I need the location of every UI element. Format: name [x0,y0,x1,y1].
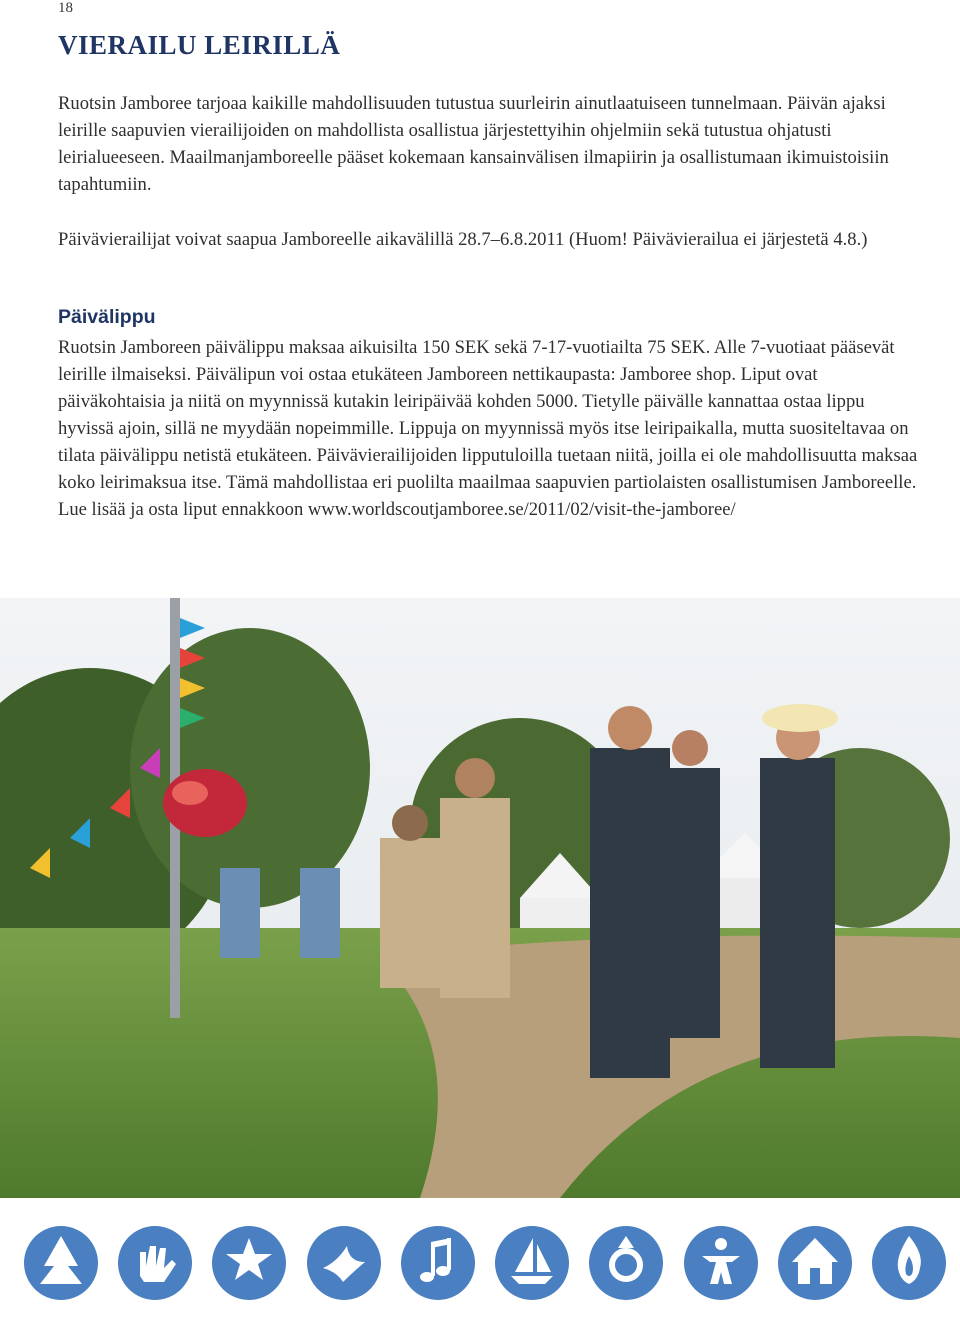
page-title: VIERAILU LEIRILLÄ [58,30,341,60]
scouts-photo [0,598,960,1198]
ring-badge [585,1222,667,1304]
bird-badge [303,1222,385,1304]
music-badge [397,1222,479,1304]
tree-badge [20,1222,102,1304]
hand-icon [114,1222,196,1304]
badge-strip [20,1222,950,1312]
dates-paragraph: Päivävierailijat voivat saapua Jamboreelle aikavälillä 28.7–6.8.2011 (Huom! Päivävierailua ei järjestetä 4.8.) [58,229,868,250]
house-icon [774,1222,856,1304]
hand-badge [114,1222,196,1304]
figure-badge [680,1222,762,1304]
ring-icon [585,1222,667,1304]
tree-icon [20,1222,102,1304]
figure-icon [680,1222,762,1304]
house-badge [774,1222,856,1304]
ticket-paragraph: Ruotsin Jamboreen päivälippu maksaa aikuisilta 150 SEK sekä 7-17-vuotiailta 75 SEK. Alle 7-vuotiaat pääsevät leirille ilmaiseksi. Päivälipun voi ostaa etukäteen Jamboreen nettikaupasta: Jamboree shop. Liput ovat päiväkohtaisia ja niitä on myynnissä kutakin leiripäivää kohden 5000. Tietylle päivälle kannattaa ostaa lippu hyvissä ajoin, sillä ne myydään nopeimmille. Lippuja on myynnissä myös itse leiripaikalla, mutta suositeltavaa on tilata päivälippu netistä etukäteen. Päivävierailijoiden lipputuloilla tuetaan niitä, joilla ei ole mahdollisuutta maksaa koko leirimaksua itse. Tämä mahdollistaa eri puolilta maailmaa saapuvien partiolaisten osallistumisen Jamboreelle. Lue lisää ja osta liput ennakkoon www.worldscoutjamboree.se/2011/02/visit-the-jamboree/ [58,337,918,520]
page-number: 18 [58,0,73,16]
flame-icon [868,1222,950,1304]
flame-badge [868,1222,950,1304]
boat-icon [491,1222,573,1304]
bird-icon [303,1222,385,1304]
boat-badge [491,1222,573,1304]
star-hand-badge [208,1222,290,1304]
music-note-icon [397,1222,479,1304]
scouts-photo-illustration [0,598,960,1198]
star-hand-icon [208,1222,290,1304]
ticket-heading: Päivälippu [58,306,156,328]
intro-paragraph: Ruotsin Jamboree tarjoaa kaikille mahdollisuuden tutustua suurleirin ainutlaatuiseen tunnelmaan. Päivän ajaksi leirille saapuvien vierailijoiden on mahdollista osallistua järjestettyihin ohjelmiin sekä tutustua ohjatusti leirialueeseen. Maailmanjamboreelle pääset kokemaan kansainvälisen ilmapiirin ja osallistumaan ikimuistoisiin tapahtumiin. [58,93,889,195]
